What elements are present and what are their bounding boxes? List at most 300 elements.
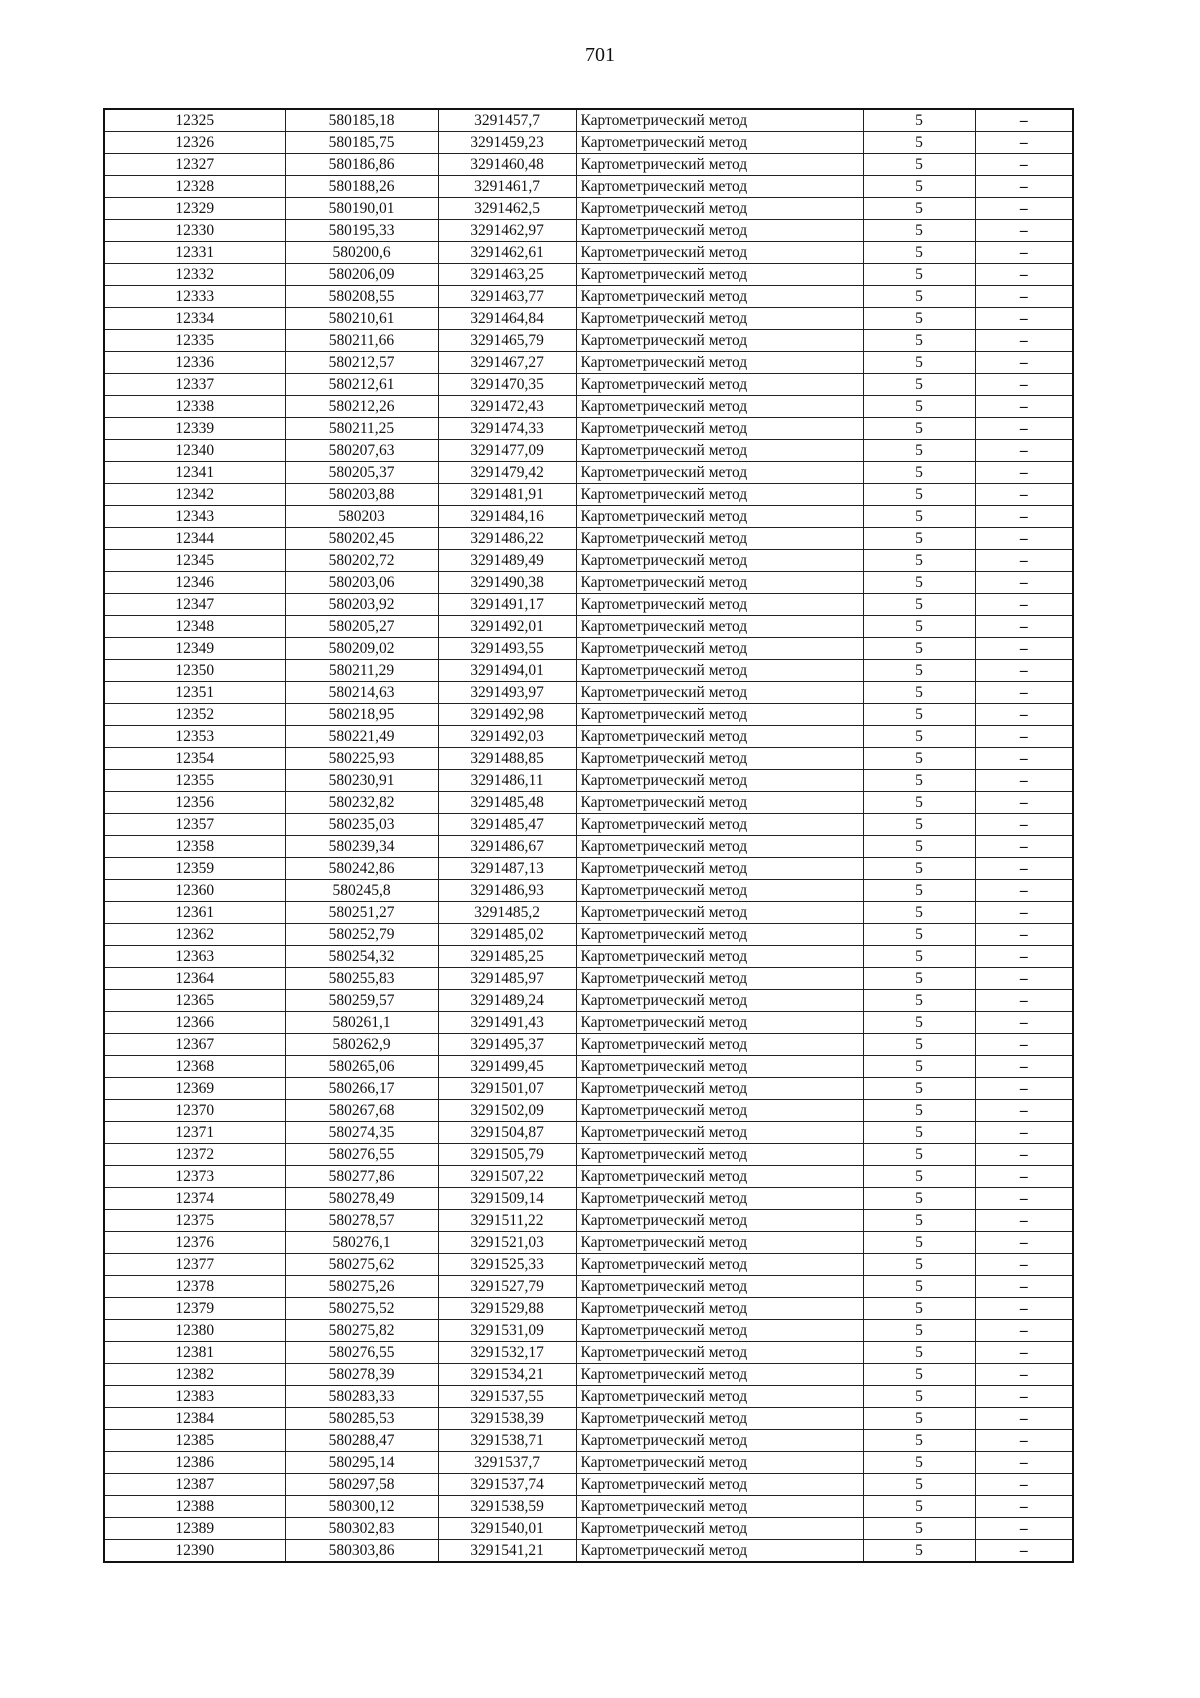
cell-accuracy: 5 (863, 1298, 975, 1320)
cell-y-coordinate: 3291485,25 (438, 946, 576, 968)
cell-x-coordinate: 580251,27 (285, 902, 438, 924)
cell-method: Картометрический метод (576, 880, 863, 902)
cell-y-coordinate: 3291499,45 (438, 1056, 576, 1078)
table-row (104, 286, 1073, 308)
cell-y-coordinate: 3291464,84 (438, 308, 576, 330)
cell-point-number: 12357 (104, 814, 285, 836)
table-row (104, 990, 1073, 1012)
cell-method: Картометрический метод (576, 1540, 863, 1563)
cell-point-number: 12358 (104, 836, 285, 858)
cell-y-coordinate: 3291537,74 (438, 1474, 576, 1496)
cell-method: Картометрический метод (576, 858, 863, 880)
cell-accuracy: 5 (863, 1122, 975, 1144)
cell-accuracy: 5 (863, 594, 975, 616)
cell-y-coordinate: 3291489,49 (438, 550, 576, 572)
cell-point-number: 12344 (104, 528, 285, 550)
table-row (104, 308, 1073, 330)
table-row (104, 858, 1073, 880)
table-row (104, 704, 1073, 726)
cell-x-coordinate: 580212,61 (285, 374, 438, 396)
cell-point-number: 12353 (104, 726, 285, 748)
table-row (104, 198, 1073, 220)
cell-x-coordinate: 580203 (285, 506, 438, 528)
cell-y-coordinate: 3291509,14 (438, 1188, 576, 1210)
table-row (104, 924, 1073, 946)
cell-y-coordinate: 3291538,71 (438, 1430, 576, 1452)
cell-method: Картометрический метод (576, 1122, 863, 1144)
cell-accuracy: 5 (863, 220, 975, 242)
cell-x-coordinate: 580214,63 (285, 682, 438, 704)
cell-x-coordinate: 580211,66 (285, 330, 438, 352)
cell-point-number: 12387 (104, 1474, 285, 1496)
cell-y-coordinate: 3291463,25 (438, 264, 576, 286)
cell-y-coordinate: 3291472,43 (438, 396, 576, 418)
cell-accuracy: 5 (863, 264, 975, 286)
cell-method: Картометрический метод (576, 1276, 863, 1298)
cell-point-number: 12338 (104, 396, 285, 418)
table-row (104, 418, 1073, 440)
cell-method: Картометрический метод (576, 484, 863, 506)
cell-x-coordinate: 580225,93 (285, 748, 438, 770)
cell-method: Картометрический метод (576, 1188, 863, 1210)
cell-x-coordinate: 580288,47 (285, 1430, 438, 1452)
cell-x-coordinate: 580211,25 (285, 418, 438, 440)
cell-accuracy: 5 (863, 1056, 975, 1078)
cell-x-coordinate: 580212,26 (285, 396, 438, 418)
cell-accuracy: 5 (863, 616, 975, 638)
table-row (104, 1122, 1073, 1144)
cell-point-number: 12354 (104, 748, 285, 770)
cell-point-number: 12348 (104, 616, 285, 638)
cell-method: Картометрический метод (576, 1078, 863, 1100)
table-row (104, 1188, 1073, 1210)
cell-note: – (975, 792, 1073, 814)
cell-note: – (975, 484, 1073, 506)
cell-method: Картометрический метод (576, 1254, 863, 1276)
table-row (104, 1232, 1073, 1254)
cell-method: Картометрический метод (576, 1364, 863, 1386)
cell-y-coordinate: 3291470,35 (438, 374, 576, 396)
cell-method: Картометрический метод (576, 220, 863, 242)
cell-x-coordinate: 580211,29 (285, 660, 438, 682)
cell-accuracy: 5 (863, 792, 975, 814)
coordinates-table-body (104, 109, 1073, 1562)
cell-method: Картометрический метод (576, 946, 863, 968)
cell-method: Картометрический метод (576, 264, 863, 286)
cell-y-coordinate: 3291541,21 (438, 1540, 576, 1563)
cell-point-number: 12325 (104, 109, 285, 132)
cell-method: Картометрический метод (576, 1474, 863, 1496)
cell-method: Картометрический метод (576, 924, 863, 946)
cell-note: – (975, 902, 1073, 924)
cell-accuracy: 5 (863, 308, 975, 330)
cell-note: – (975, 1386, 1073, 1408)
cell-y-coordinate: 3291486,22 (438, 528, 576, 550)
cell-x-coordinate: 580254,32 (285, 946, 438, 968)
cell-y-coordinate: 3291521,03 (438, 1232, 576, 1254)
cell-x-coordinate: 580283,33 (285, 1386, 438, 1408)
cell-note: – (975, 1254, 1073, 1276)
cell-y-coordinate: 3291488,85 (438, 748, 576, 770)
cell-y-coordinate: 3291527,79 (438, 1276, 576, 1298)
cell-note: – (975, 1012, 1073, 1034)
cell-note: – (975, 836, 1073, 858)
table-row (104, 242, 1073, 264)
table-row (104, 264, 1073, 286)
cell-note: – (975, 946, 1073, 968)
table-row (104, 1254, 1073, 1276)
cell-point-number: 12386 (104, 1452, 285, 1474)
table-row (104, 506, 1073, 528)
cell-point-number: 12374 (104, 1188, 285, 1210)
cell-point-number: 12332 (104, 264, 285, 286)
cell-note: – (975, 968, 1073, 990)
cell-method: Картометрический метод (576, 1320, 863, 1342)
cell-x-coordinate: 580230,91 (285, 770, 438, 792)
cell-accuracy: 5 (863, 1034, 975, 1056)
cell-y-coordinate: 3291462,5 (438, 198, 576, 220)
table-row (104, 880, 1073, 902)
cell-y-coordinate: 3291486,67 (438, 836, 576, 858)
cell-y-coordinate: 3291485,48 (438, 792, 576, 814)
cell-method: Картометрический метод (576, 1166, 863, 1188)
cell-accuracy: 5 (863, 1188, 975, 1210)
cell-method: Картометрический метод (576, 396, 863, 418)
cell-y-coordinate: 3291491,43 (438, 1012, 576, 1034)
cell-note: – (975, 880, 1073, 902)
coordinates-table (103, 108, 1074, 1563)
cell-x-coordinate: 580239,34 (285, 836, 438, 858)
cell-y-coordinate: 3291505,79 (438, 1144, 576, 1166)
cell-note: – (975, 1078, 1073, 1100)
cell-method: Картометрический метод (576, 462, 863, 484)
cell-y-coordinate: 3291493,55 (438, 638, 576, 660)
cell-y-coordinate: 3291485,2 (438, 902, 576, 924)
table-row (104, 1276, 1073, 1298)
cell-method: Картометрический метод (576, 418, 863, 440)
cell-point-number: 12356 (104, 792, 285, 814)
cell-accuracy: 5 (863, 1166, 975, 1188)
cell-note: – (975, 1518, 1073, 1540)
cell-method: Картометрический метод (576, 242, 863, 264)
cell-y-coordinate: 3291492,03 (438, 726, 576, 748)
cell-note: – (975, 660, 1073, 682)
table-row (104, 176, 1073, 198)
cell-accuracy: 5 (863, 1144, 975, 1166)
cell-point-number: 12334 (104, 308, 285, 330)
cell-y-coordinate: 3291540,01 (438, 1518, 576, 1540)
cell-note: – (975, 1210, 1073, 1232)
cell-method: Картометрический метод (576, 1386, 863, 1408)
cell-y-coordinate: 3291490,38 (438, 572, 576, 594)
cell-note: – (975, 638, 1073, 660)
cell-note: – (975, 1364, 1073, 1386)
cell-y-coordinate: 3291502,09 (438, 1100, 576, 1122)
cell-y-coordinate: 3291531,09 (438, 1320, 576, 1342)
table-row (104, 1342, 1073, 1364)
cell-x-coordinate: 580203,88 (285, 484, 438, 506)
cell-x-coordinate: 580297,58 (285, 1474, 438, 1496)
cell-note: – (975, 726, 1073, 748)
cell-method: Картометрический метод (576, 308, 863, 330)
cell-method: Картометрический метод (576, 1342, 863, 1364)
cell-note: – (975, 286, 1073, 308)
cell-x-coordinate: 580208,55 (285, 286, 438, 308)
cell-point-number: 12343 (104, 506, 285, 528)
table-row (104, 352, 1073, 374)
table-row (104, 1386, 1073, 1408)
cell-x-coordinate: 580275,82 (285, 1320, 438, 1342)
cell-note: – (975, 1474, 1073, 1496)
cell-y-coordinate: 3291537,55 (438, 1386, 576, 1408)
cell-y-coordinate: 3291457,7 (438, 109, 576, 132)
cell-accuracy: 5 (863, 1518, 975, 1540)
cell-point-number: 12363 (104, 946, 285, 968)
cell-y-coordinate: 3291485,97 (438, 968, 576, 990)
table-row (104, 1474, 1073, 1496)
cell-point-number: 12371 (104, 1122, 285, 1144)
cell-x-coordinate: 580205,37 (285, 462, 438, 484)
cell-point-number: 12361 (104, 902, 285, 924)
cell-accuracy: 5 (863, 176, 975, 198)
cell-method: Картометрический метод (576, 968, 863, 990)
table-row (104, 616, 1073, 638)
cell-note: – (975, 220, 1073, 242)
cell-accuracy: 5 (863, 946, 975, 968)
cell-x-coordinate: 580278,49 (285, 1188, 438, 1210)
cell-x-coordinate: 580235,03 (285, 814, 438, 836)
cell-note: – (975, 682, 1073, 704)
cell-method: Картометрический метод (576, 352, 863, 374)
table-row (104, 902, 1073, 924)
cell-note: – (975, 616, 1073, 638)
cell-accuracy: 5 (863, 1210, 975, 1232)
cell-y-coordinate: 3291504,87 (438, 1122, 576, 1144)
cell-accuracy: 5 (863, 418, 975, 440)
cell-y-coordinate: 3291481,91 (438, 484, 576, 506)
cell-x-coordinate: 580205,27 (285, 616, 438, 638)
table-row (104, 550, 1073, 572)
table-row (104, 109, 1073, 132)
table-row (104, 132, 1073, 154)
table-row (104, 1364, 1073, 1386)
cell-y-coordinate: 3291460,48 (438, 154, 576, 176)
cell-y-coordinate: 3291467,27 (438, 352, 576, 374)
cell-x-coordinate: 580245,8 (285, 880, 438, 902)
cell-note: – (975, 1144, 1073, 1166)
cell-accuracy: 5 (863, 638, 975, 660)
cell-point-number: 12340 (104, 440, 285, 462)
table-row (104, 1100, 1073, 1122)
cell-method: Картометрический метод (576, 638, 863, 660)
cell-x-coordinate: 580188,26 (285, 176, 438, 198)
cell-point-number: 12327 (104, 154, 285, 176)
cell-y-coordinate: 3291529,88 (438, 1298, 576, 1320)
table-row (104, 1012, 1073, 1034)
cell-method: Картометрический метод (576, 770, 863, 792)
cell-accuracy: 5 (863, 109, 975, 132)
cell-note: – (975, 264, 1073, 286)
cell-accuracy: 5 (863, 1012, 975, 1034)
cell-accuracy: 5 (863, 1078, 975, 1100)
table-row (104, 1210, 1073, 1232)
cell-accuracy: 5 (863, 374, 975, 396)
cell-x-coordinate: 580275,62 (285, 1254, 438, 1276)
cell-y-coordinate: 3291507,22 (438, 1166, 576, 1188)
cell-method: Картометрический метод (576, 176, 863, 198)
cell-note: – (975, 594, 1073, 616)
cell-x-coordinate: 580207,63 (285, 440, 438, 462)
cell-note: – (975, 858, 1073, 880)
cell-note: – (975, 330, 1073, 352)
cell-method: Картометрический метод (576, 550, 863, 572)
cell-note: – (975, 1034, 1073, 1056)
cell-accuracy: 5 (863, 902, 975, 924)
cell-y-coordinate: 3291491,17 (438, 594, 576, 616)
cell-accuracy: 5 (863, 550, 975, 572)
cell-y-coordinate: 3291487,13 (438, 858, 576, 880)
cell-method: Картометрический метод (576, 1034, 863, 1056)
cell-method: Картометрический метод (576, 594, 863, 616)
cell-note: – (975, 572, 1073, 594)
cell-method: Картометрический метод (576, 528, 863, 550)
cell-y-coordinate: 3291479,42 (438, 462, 576, 484)
cell-y-coordinate: 3291462,61 (438, 242, 576, 264)
cell-method: Картометрический метод (576, 198, 863, 220)
cell-method: Картометрический метод (576, 1452, 863, 1474)
table-row (104, 1452, 1073, 1474)
table-row (104, 1540, 1073, 1563)
cell-method: Картометрический метод (576, 506, 863, 528)
cell-note: – (975, 704, 1073, 726)
cell-x-coordinate: 580212,57 (285, 352, 438, 374)
cell-method: Картометрический метод (576, 1496, 863, 1518)
cell-x-coordinate: 580203,92 (285, 594, 438, 616)
cell-point-number: 12388 (104, 1496, 285, 1518)
cell-accuracy: 5 (863, 748, 975, 770)
cell-y-coordinate: 3291538,59 (438, 1496, 576, 1518)
cell-note: – (975, 1100, 1073, 1122)
cell-method: Картометрический метод (576, 660, 863, 682)
cell-accuracy: 5 (863, 1474, 975, 1496)
cell-note: – (975, 1276, 1073, 1298)
table-row (104, 572, 1073, 594)
cell-point-number: 12351 (104, 682, 285, 704)
cell-y-coordinate: 3291494,01 (438, 660, 576, 682)
cell-note: – (975, 924, 1073, 946)
cell-x-coordinate: 580206,09 (285, 264, 438, 286)
table-row (104, 1144, 1073, 1166)
cell-point-number: 12367 (104, 1034, 285, 1056)
cell-accuracy: 5 (863, 330, 975, 352)
cell-point-number: 12380 (104, 1320, 285, 1342)
cell-y-coordinate: 3291492,98 (438, 704, 576, 726)
cell-point-number: 12360 (104, 880, 285, 902)
cell-method: Картометрический метод (576, 1210, 863, 1232)
cell-point-number: 12384 (104, 1408, 285, 1430)
cell-method: Картометрический метод (576, 1518, 863, 1540)
cell-method: Картометрический метод (576, 836, 863, 858)
cell-accuracy: 5 (863, 1540, 975, 1563)
cell-y-coordinate: 3291474,33 (438, 418, 576, 440)
cell-y-coordinate: 3291489,24 (438, 990, 576, 1012)
cell-y-coordinate: 3291485,47 (438, 814, 576, 836)
cell-point-number: 12359 (104, 858, 285, 880)
cell-x-coordinate: 580300,12 (285, 1496, 438, 1518)
cell-note: – (975, 1452, 1073, 1474)
cell-point-number: 12342 (104, 484, 285, 506)
cell-x-coordinate: 580221,49 (285, 726, 438, 748)
cell-x-coordinate: 580267,68 (285, 1100, 438, 1122)
cell-method: Картометрический метод (576, 902, 863, 924)
table-row (104, 748, 1073, 770)
cell-accuracy: 5 (863, 440, 975, 462)
cell-note: – (975, 198, 1073, 220)
table-row (104, 374, 1073, 396)
table-row (104, 528, 1073, 550)
cell-accuracy: 5 (863, 1232, 975, 1254)
cell-accuracy: 5 (863, 682, 975, 704)
cell-x-coordinate: 580203,06 (285, 572, 438, 594)
cell-note: – (975, 1122, 1073, 1144)
cell-accuracy: 5 (863, 1320, 975, 1342)
cell-x-coordinate: 580209,02 (285, 638, 438, 660)
cell-point-number: 12345 (104, 550, 285, 572)
cell-x-coordinate: 580276,55 (285, 1144, 438, 1166)
cell-accuracy: 5 (863, 924, 975, 946)
cell-method: Картометрический метод (576, 814, 863, 836)
table-row (104, 440, 1073, 462)
cell-x-coordinate: 580265,06 (285, 1056, 438, 1078)
table-row (104, 1320, 1073, 1342)
cell-method: Картометрический метод (576, 1408, 863, 1430)
cell-accuracy: 5 (863, 1496, 975, 1518)
cell-accuracy: 5 (863, 660, 975, 682)
cell-point-number: 12347 (104, 594, 285, 616)
table-row (104, 1078, 1073, 1100)
cell-method: Картометрический метод (576, 374, 863, 396)
table-row (104, 462, 1073, 484)
cell-point-number: 12379 (104, 1298, 285, 1320)
cell-method: Картометрический метод (576, 286, 863, 308)
cell-point-number: 12337 (104, 374, 285, 396)
cell-method: Картометрический метод (576, 748, 863, 770)
cell-x-coordinate: 580190,01 (285, 198, 438, 220)
cell-x-coordinate: 580242,86 (285, 858, 438, 880)
cell-x-coordinate: 580295,14 (285, 1452, 438, 1474)
table-row (104, 220, 1073, 242)
cell-note: – (975, 1232, 1073, 1254)
cell-note: – (975, 1188, 1073, 1210)
table-row (104, 836, 1073, 858)
cell-note: – (975, 1430, 1073, 1452)
cell-y-coordinate: 3291486,93 (438, 880, 576, 902)
cell-note: – (975, 396, 1073, 418)
cell-y-coordinate: 3291492,01 (438, 616, 576, 638)
cell-y-coordinate: 3291538,39 (438, 1408, 576, 1430)
cell-method: Картометрический метод (576, 792, 863, 814)
cell-method: Картометрический метод (576, 572, 863, 594)
table-row (104, 682, 1073, 704)
table-row (104, 1408, 1073, 1430)
table-row (104, 1496, 1073, 1518)
cell-accuracy: 5 (863, 352, 975, 374)
table-row (104, 946, 1073, 968)
cell-x-coordinate: 580261,1 (285, 1012, 438, 1034)
cell-x-coordinate: 580202,45 (285, 528, 438, 550)
cell-accuracy: 5 (863, 1100, 975, 1122)
cell-note: – (975, 1320, 1073, 1342)
